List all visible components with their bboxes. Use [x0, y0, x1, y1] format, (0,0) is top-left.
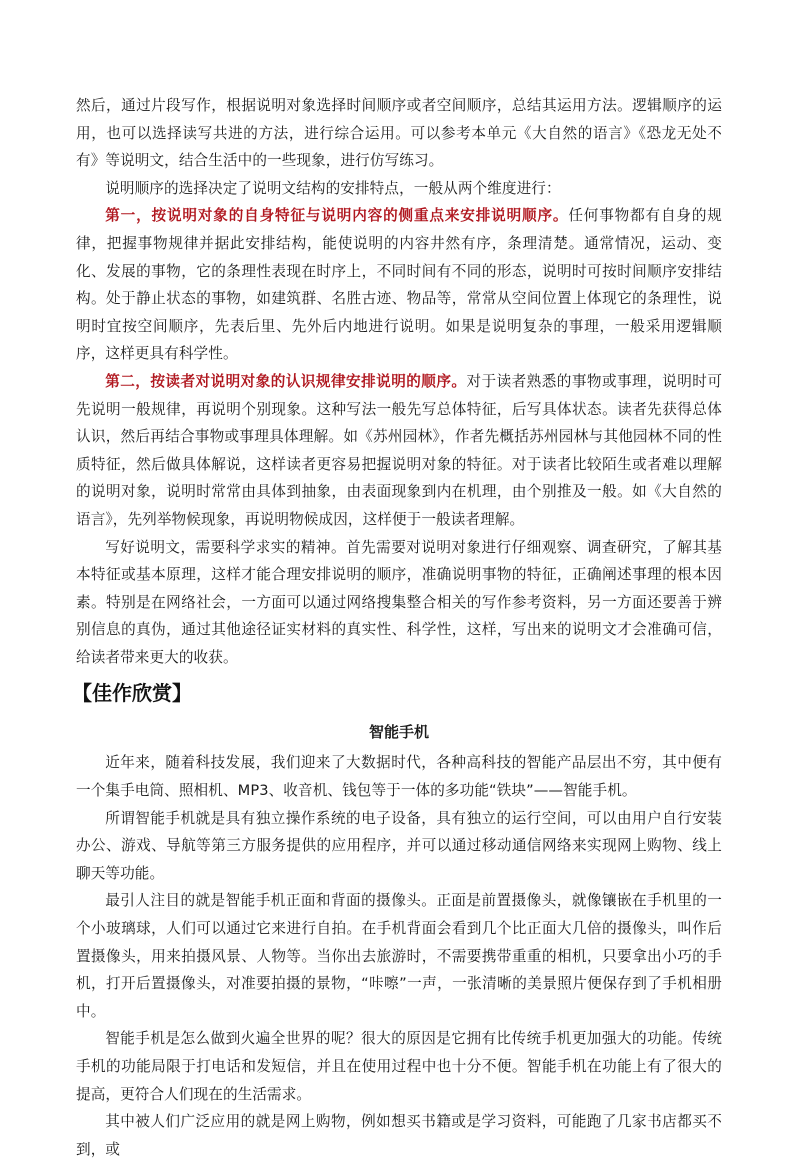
article-paragraph-3: 最引人注目的就是智能手机正面和背面的摄像头。正面是前置摄像头，就像镶嵌在手机里的一个小玻璃球，人们可以通过它来进行自拍。在手机背面会看到几个比正面大几倍的摄像头，叫作后置摄像头，用来拍摄风景、人物等。当你出去旅游时，不需要携带重重的相机，只要拿出小巧的手机，打开后置摄像头，对准要拍摄的景物，“咔嚓”一声，一张清晰的美景照片便保存到了手机相册中。 [76, 892, 722, 1020]
article-paragraph-4: 智能手机是怎么做到火遍全世界的呢？很大的原因是它拥有比传统手机更加强大的功能。传统手机的功能局限于打电话和发短信，并且在使用过程中也十分不便。智能手机在功能上有了很大的提高，更符合人们现在的生活需求。 [76, 1030, 722, 1103]
point-one-text: 任何事物都有自身的规律，把握事物规律并据此安排结构，能使说明的内容井然有序，条理清楚。通常情况，运动、变化、发展的事物，它的条理性表现在时序上，不同时间有不同的形态，说明时可按时间顺序安排结构。处于静止状态的事物，如建筑群、名胜古迹、物品等，常常从空间位置上体现它的条理性，说明时宜按空间顺序，先表后里、先外后内地进行说明。如果是说明复杂的事理，一般采用逻辑顺序，这样更具有科学性。 [76, 207, 722, 363]
section-heading: 【佳作欣赏】 [72, 681, 192, 706]
document-page [72, 92, 723, 1163]
paragraph-writing-spirit: 写好说明文，需要科学求实的精神。首先需要对说明对象进行仔细观察、调查研究，了解其基本特征或基本原理，这样才能合理安排说明的顺序，准确说明事物的特征，正确阐述事理的根本因素。特别是在网络社会，一方面可以通过网络搜集整合相关的写作参考资料，另一方面还要善于辨别信息的真伪，通过其他途径证实材料的真实性、科学性，这样，写出来的说明文才会准确可信，给读者带来更大的收获。 [76, 538, 722, 666]
article-paragraph-2: 所谓智能手机就是具有独立操作系统的电子设备，具有独立的运行空间，可以由用户自行安装办公、游戏、导航等第三方服务提供的应用程序，并可以通过移动通信网络来实现网上购物、线上聊天等功能。 [76, 809, 722, 882]
article-paragraph-5: 其中被人们广泛应用的就是网上购物，例如想买书籍或是学习资料，可能跑了几家书店都买不到，或 [76, 1113, 722, 1158]
point-two-label: 第二，按读者对说明对象的认识规律安排说明的顺序。 [105, 372, 467, 390]
paragraph-point-two [76, 368, 722, 534]
paragraph-order-intro: 说明顺序的选择决定了说明文结构的安排特点，一般从两个维度进行： [105, 179, 561, 197]
paragraph-reading-writing: 然后，通过片段写作，根据说明对象选择时间顺序或者空间顺序，总结其运用方法。逻辑顺序的运用，也可以选择读写共进的方法，进行综合运用。可以参考本单元《大自然的语言》《恐龙无处不有》等说明文，结合生活中的一些现象，进行仿写练习。 [76, 97, 722, 170]
article-paragraph-1: 近年来，随着科技发展，我们迎来了大数据时代，各种高科技的智能产品层出不穷，其中便有一个集手电筒、照相机、MP3、收音机、钱包等于一体的多功能“铁块”——智能手机。 [76, 754, 722, 800]
point-two-text: 对于读者熟悉的事物或事理，说明时可先说明一般规律，再说明个别现象。这种写法一般先写总体特征，后写具体状态。读者先获得总体认识，然后再结合事物或事理具体理解。如《苏州园林》，作者先概括苏州园林与其他园林不同的性质特征，然后做具体解说，这样读者更容易把握说明对象的特征。对于读者比较陌生或者难以理解的说明对象，说明时常常由具体到抽象，由表面现象到内在机理，由个别推及一般。如《大自然的语言》，先列举物候现象，再说明物候成因，这样便于一般读者理解。 [76, 372, 723, 528]
paragraph-point-one [76, 202, 722, 368]
article-title: 智能手机 [368, 723, 429, 742]
point-one-label: 第一，按说明对象的自身特征与说明内容的侧重点来安排说明顺序。 [105, 207, 569, 225]
